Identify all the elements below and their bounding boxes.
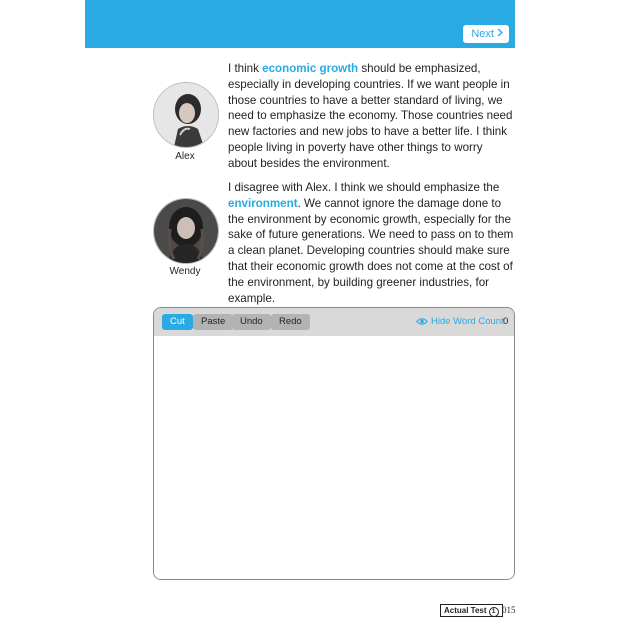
author-name-wendy: Wendy <box>169 266 201 277</box>
test-label-text: Actual Test <box>444 606 487 615</box>
top-bar <box>85 0 515 48</box>
author-name-alex: Alex <box>175 151 195 162</box>
avatar-alex <box>153 82 219 148</box>
cut-button[interactable]: Cut <box>162 314 193 330</box>
post-text: should be emphasized, especially in developing countries. If we want people in those countries to have a better standard of living, we need to emphasize the economy. Those countries need new factories and new jobs to have a better life. I think people living in poverty have other things to worry about besides the environment. <box>228 62 513 170</box>
response-editor <box>153 307 515 580</box>
undo-button[interactable]: Undo <box>232 314 271 330</box>
word-count: 0 <box>503 316 509 327</box>
post-wendy <box>228 180 514 306</box>
next-button[interactable] <box>463 25 509 43</box>
test-label <box>440 604 503 617</box>
next-button-label: Next <box>471 28 494 40</box>
hide-word-count-label: Hide Word Count <box>431 316 504 327</box>
post-alex <box>228 61 514 172</box>
post-text: I disagree with Alex. I think we should emphasize the <box>228 181 500 194</box>
test-number: 1 <box>489 607 499 617</box>
highlight-keyword: economic growth <box>262 62 359 75</box>
post-text: I think <box>228 62 263 75</box>
avatar-wendy <box>153 198 219 264</box>
hide-word-count-toggle[interactable] <box>416 316 504 328</box>
post-text: . We cannot ignore the damage done to the environment by economic growth, especially for the sake of future generations. We need to pass on to them a clean planet. Developing countries should make sure that their economic growth does not come at the cost of the environment, by building greener industries, for example. <box>228 196 514 305</box>
highlight-keyword: environment <box>228 196 298 210</box>
editor-toolbar <box>154 308 514 336</box>
chevron-right-icon <box>497 28 503 40</box>
person-avatar-icon <box>154 199 218 263</box>
page-number: 015 <box>502 605 516 615</box>
paste-button[interactable]: Paste <box>193 314 233 330</box>
eye-icon <box>416 317 428 326</box>
person-avatar-icon <box>154 83 218 147</box>
redo-button[interactable]: Redo <box>271 314 310 330</box>
response-text-area[interactable] <box>154 336 514 579</box>
